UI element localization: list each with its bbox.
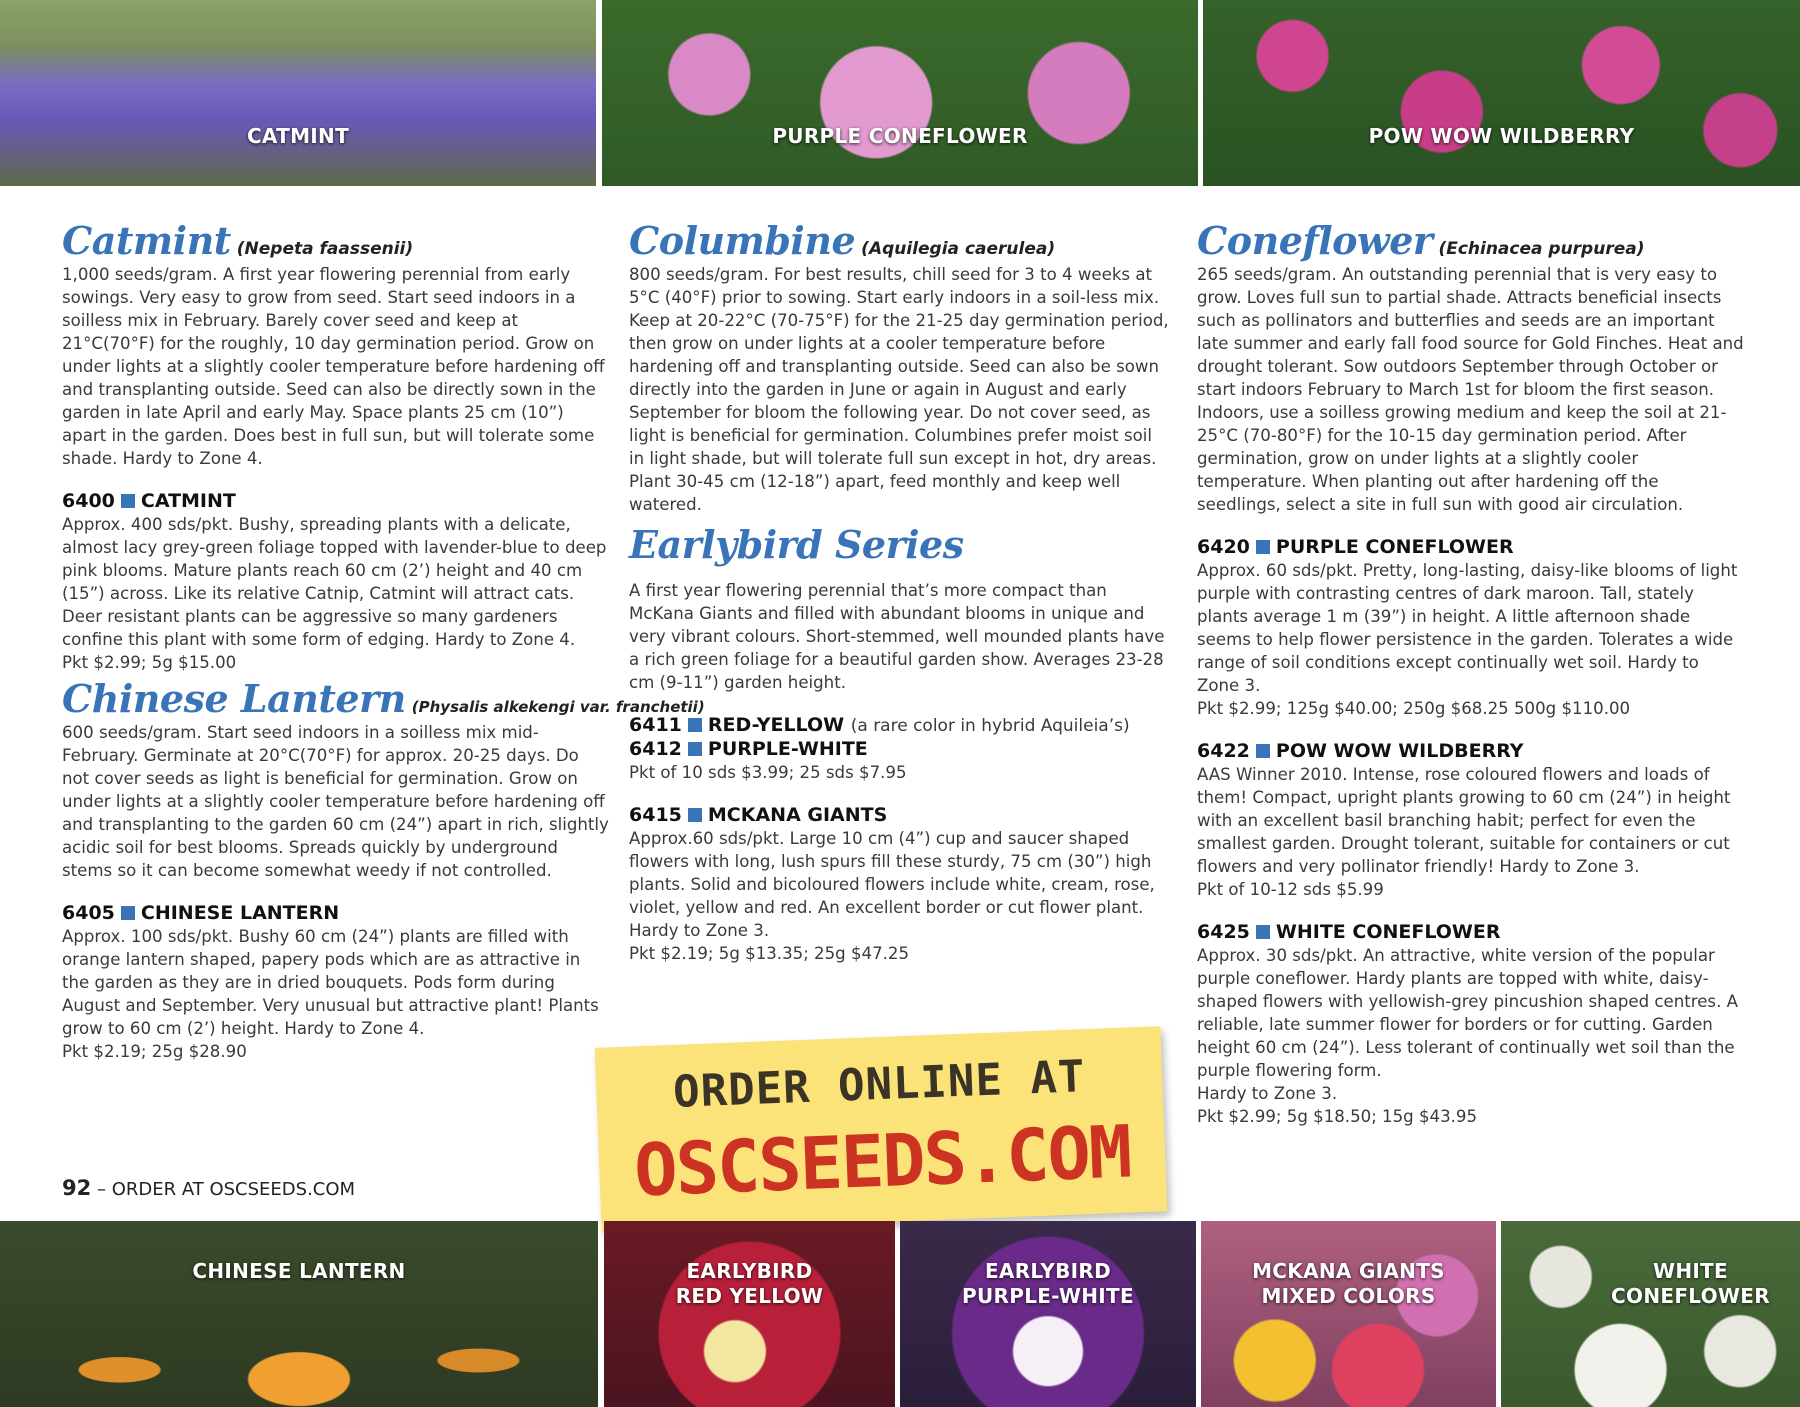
caption-line: WHITE — [1652, 1259, 1729, 1283]
item-note: (a rare color in hybrid Aquileia’s) — [850, 716, 1130, 736]
banner-url[interactable]: OSCSEEDS.COM — [632, 1109, 1132, 1213]
coneflower-item2-description: AAS Winner 2010. Intense, rose coloured flowers and loads of them! Compact, upright plants growing to 60 cm (24”) in height with an excellent basil branching habit; perfect for even the smallest garden. Drought tolerant, suitable for containers or cut flowers and very pollinator friendly! Hardy to Zone 3. — [1197, 765, 1731, 876]
footer-text: ORDER AT OSCSEEDS.COM — [111, 1179, 356, 1200]
earlybird-heading — [629, 522, 1169, 567]
item-code: 6422 — [1197, 740, 1250, 762]
order-online-banner[interactable] — [595, 1026, 1168, 1233]
coneflower-item3-hardiness: Hardy to Zone 3. — [1197, 1084, 1338, 1103]
photo-catmint — [0, 0, 596, 186]
photo-mckana-giants — [1201, 1221, 1496, 1407]
catmint-item-header — [62, 490, 610, 513]
caption-chinese-lantern: CHINESE LANTERN — [192, 1259, 406, 1283]
earlybird-item2-header — [629, 738, 1169, 761]
photo-purple-coneflower — [602, 0, 1198, 186]
mckana-item-description: Approx.60 sds/pkt. Large 10 cm (4”) cup and saucer shaped flowers with long, lush spurs fill these sturdy, 75 cm (30”) high plants. Solid and bicoloured flowers include white, cream, rose, violet, yellow and red. An excellent border or cut flower plant. Hardy to Zone 3. — [629, 829, 1155, 940]
columbine-heading — [629, 218, 1169, 263]
catmint-heading — [62, 218, 610, 263]
photo-chinese-lantern — [0, 1221, 598, 1407]
earlybird-title: Earlybird Series — [629, 522, 964, 567]
column-right — [1197, 218, 1745, 1128]
page-footer — [62, 1176, 355, 1200]
caption-line: EARLYBIRD — [984, 1259, 1112, 1283]
caption-catmint: CATMINT — [246, 124, 350, 148]
coneflower-description: 265 seeds/gram. An outstanding perennial that is very easy to grow. Loves full sun to partial shade. Attracts beneficial insects such as pollinators and butterflies and seeds are an important late summer and early fall food source for Gold Finches. Heat and drought tolerant. Sow outdoors September through October or start indoors February to March 1st for bloom the first season. Indoors, use a soilless growing medium and keep the soil at 21-25°C (70-80°F) for the 10-15 day germination period. After germination, grow on under lights at a slightly cooler temperature. When planting out after hardening off the seedlings, select a site in full sun with good air circulation. — [1197, 265, 1744, 514]
item-title: POW WOW WILDBERRY — [1275, 740, 1524, 762]
earlybird-description: A first year flowering perennial that’s more compact than McKana Giants and filled with abundant blooms in unique and very vibrant colours. Short-stemmed, well mounded plants have a rich green foliage for a beautiful garden show. Averages 23-28 cm (9-11”) garden height. — [629, 581, 1165, 692]
page-number: 92 — [62, 1176, 92, 1200]
caption-line: CONEFLOWER — [1611, 1284, 1770, 1308]
coneflower-item3-price: Pkt $2.99; 5g $18.50; 15g $43.95 — [1197, 1107, 1478, 1126]
lantern-item-header — [62, 902, 610, 925]
lantern-item-description: Approx. 100 sds/pkt. Bushy 60 cm (24”) plants are filled with orange lantern shaped, papery pods which are as attractive in the garden as they are in dried bouquets. Pods form during August and September. Very unusual but attractive plant! Plants grow to 60 cm (2’) height. Hardy to Zone 4. — [62, 927, 599, 1038]
coneflower-item1-price: Pkt $2.99; 125g $40.00; 250g $68.25 500g $110.00 — [1197, 699, 1631, 718]
lantern-description: 600 seeds/gram. Start seed indoors in a soilless mix mid-February. Germinate at 20°C(70°F) for approx. 20-25 days. Do not cover seeds as light is beneficial for germination. Grow on under lights at a slightly cooler temperature before hardening off and transplanting to the garden 60 cm (24”) apart in rich, slightly acidic soil for best blooms. Spreads quickly by underground stems so it can become somewhat weedy if not controlled. — [62, 723, 609, 880]
caption-line: PURPLE-WHITE — [962, 1284, 1134, 1308]
catmint-title: Catmint — [62, 218, 231, 263]
caption-white-coneflower — [1581, 1259, 1800, 1309]
columbine-latin: (Aquilegia caerulea) — [861, 239, 1056, 259]
item-title: CHINESE LANTERN — [140, 902, 340, 924]
earlybird-item1-header — [629, 714, 1169, 738]
photo-white-coneflower — [1501, 1221, 1800, 1407]
lantern-heading — [62, 676, 705, 721]
column-middle — [629, 218, 1169, 965]
caption-pow-wow-wildberry: POW WOW WILDBERRY — [1368, 124, 1635, 148]
coneflower-item2-header — [1197, 740, 1745, 763]
item-code: 6400 — [62, 490, 115, 512]
caption-line: MCKANA GIANTS — [1252, 1259, 1445, 1283]
item-title: MCKANA GIANTS — [707, 804, 888, 826]
square-bullet-icon — [1256, 744, 1270, 758]
item-code: 6420 — [1197, 536, 1250, 558]
photo-pow-wow-wildberry — [1203, 0, 1800, 186]
item-code: 6411 — [629, 714, 682, 736]
catmint-latin: (Nepeta faassenii) — [236, 239, 414, 259]
item-title: PURPLE CONEFLOWER — [1275, 536, 1514, 558]
square-bullet-icon — [688, 718, 702, 732]
square-bullet-icon — [688, 808, 702, 822]
item-title: PURPLE-WHITE — [707, 738, 868, 760]
item-title: WHITE CONEFLOWER — [1275, 921, 1501, 943]
catmint-item-description: Approx. 400 sds/pkt. Bushy, spreading plants with a delicate, almost lacy grey-green foliage topped with lavender-blue to deep pink blooms. Mature plants reach 60 cm (2’) height and 40 cm (15”) across. Like its relative Catnip, Catmint will attract cats. Deer resistant plants can be aggressive so many gardeners confine this plant with some form of edging. Hardy to Zone 4. — [62, 515, 607, 649]
coneflower-item3-description: Approx. 30 sds/pkt. An attractive, white version of the popular purple coneflower. Hardy plants are topped with white, daisy-shaped flowers with yellowish-grey pincushion shaped centres. A reliable, late summer flower for borders or for cutting. Garden height 60 cm (24”). Less tolerant of continually wet soil than the purple flowering form. — [1197, 946, 1738, 1080]
coneflower-title: Coneflower — [1197, 218, 1433, 263]
catmint-description: 1,000 seeds/gram. A first year flowering perennial from early sowings. Very easy to grow from seed. Start seed indoors in a soilless mix in February. Barely cover seed and keep at 21°C(70°F) for the roughly, 10 day germination period. Grow on under lights at a slightly cooler temperature before hardening off and transplanting outside. Seed can also be directly sown in the garden in late April and early May. Space plants 25 cm (10”) apart in the garden. Does best in full sun, but will tolerate some shade. Hardy to Zone 4. — [62, 265, 605, 468]
item-title: CATMINT — [140, 490, 236, 512]
item-title: RED-YELLOW — [707, 714, 845, 736]
photo-earlybird-red-yellow — [604, 1221, 895, 1407]
banner-line1: ORDER ONLINE AT — [672, 1051, 1087, 1118]
caption-earlybird-purple-white — [900, 1259, 1196, 1309]
lantern-item-price: Pkt $2.19; 25g $28.90 — [62, 1042, 247, 1061]
caption-mckana-giants — [1201, 1259, 1496, 1309]
coneflower-item2-price: Pkt of 10-12 sds $5.99 — [1197, 880, 1384, 899]
mckana-item-price: Pkt $2.19; 5g $13.35; 25g $47.25 — [629, 944, 910, 963]
coneflower-heading — [1197, 218, 1745, 263]
columbine-title: Columbine — [629, 218, 856, 263]
item-code: 6425 — [1197, 921, 1250, 943]
square-bullet-icon — [1256, 540, 1270, 554]
photo-earlybird-purple-white — [900, 1221, 1196, 1407]
lantern-latin: (Physalis alkekengi var. franchetii) — [411, 698, 705, 716]
caption-earlybird-red-yellow — [604, 1259, 895, 1309]
item-code: 6412 — [629, 738, 682, 760]
coneflower-item1-header — [1197, 536, 1745, 559]
item-code: 6415 — [629, 804, 682, 826]
lantern-title: Chinese Lantern — [62, 676, 406, 721]
square-bullet-icon — [1256, 925, 1270, 939]
footer-dash: – — [91, 1179, 112, 1200]
square-bullet-icon — [121, 906, 135, 920]
catmint-item-price: Pkt $2.99; 5g $15.00 — [62, 653, 237, 672]
caption-line: EARLYBIRD — [686, 1259, 813, 1283]
coneflower-latin: (Echinacea purpurea) — [1438, 239, 1645, 259]
earlybird-price: Pkt of 10 sds $3.99; 25 sds $7.95 — [629, 763, 907, 782]
coneflower-item3-header — [1197, 921, 1745, 944]
item-code: 6405 — [62, 902, 115, 924]
square-bullet-icon — [688, 742, 702, 756]
caption-line: MIXED COLORS — [1261, 1284, 1436, 1308]
square-bullet-icon — [121, 494, 135, 508]
caption-line: RED YELLOW — [675, 1284, 824, 1308]
caption-purple-coneflower: PURPLE CONEFLOWER — [772, 124, 1028, 148]
coneflower-item1-description: Approx. 60 sds/pkt. Pretty, long-lasting, daisy-like blooms of light purple with contrasting centres of dark maroon. Tall, stately plants average 1 m (39”) in height. A little afternoon shade seems to help flower persistence in the garden. Tolerates a wide range of soil conditions except continually wet soil. Hardy to Zone 3. — [1197, 561, 1738, 695]
mckana-item-header — [629, 804, 1169, 827]
columbine-description: 800 seeds/gram. For best results, chill seed for 3 to 4 weeks at 5°C (40°F) prior to sowing. Start early indoors in a soil-less mix. Keep at 20-22°C (70-75°F) for the 21-25 day germination period, then grow on under lights at a cooler temperature before hardening off and transplanting outside. Seed can also be sown directly into the garden in June or again in August and early September for bloom the following year. Do not cover seed, as light is beneficial for germination. Columbines prefer moist soil in light shade, but will tolerate full sun except in hot, dry areas. Plant 30-45 cm (12-18”) apart, feed monthly and keep well watered. — [629, 265, 1169, 514]
